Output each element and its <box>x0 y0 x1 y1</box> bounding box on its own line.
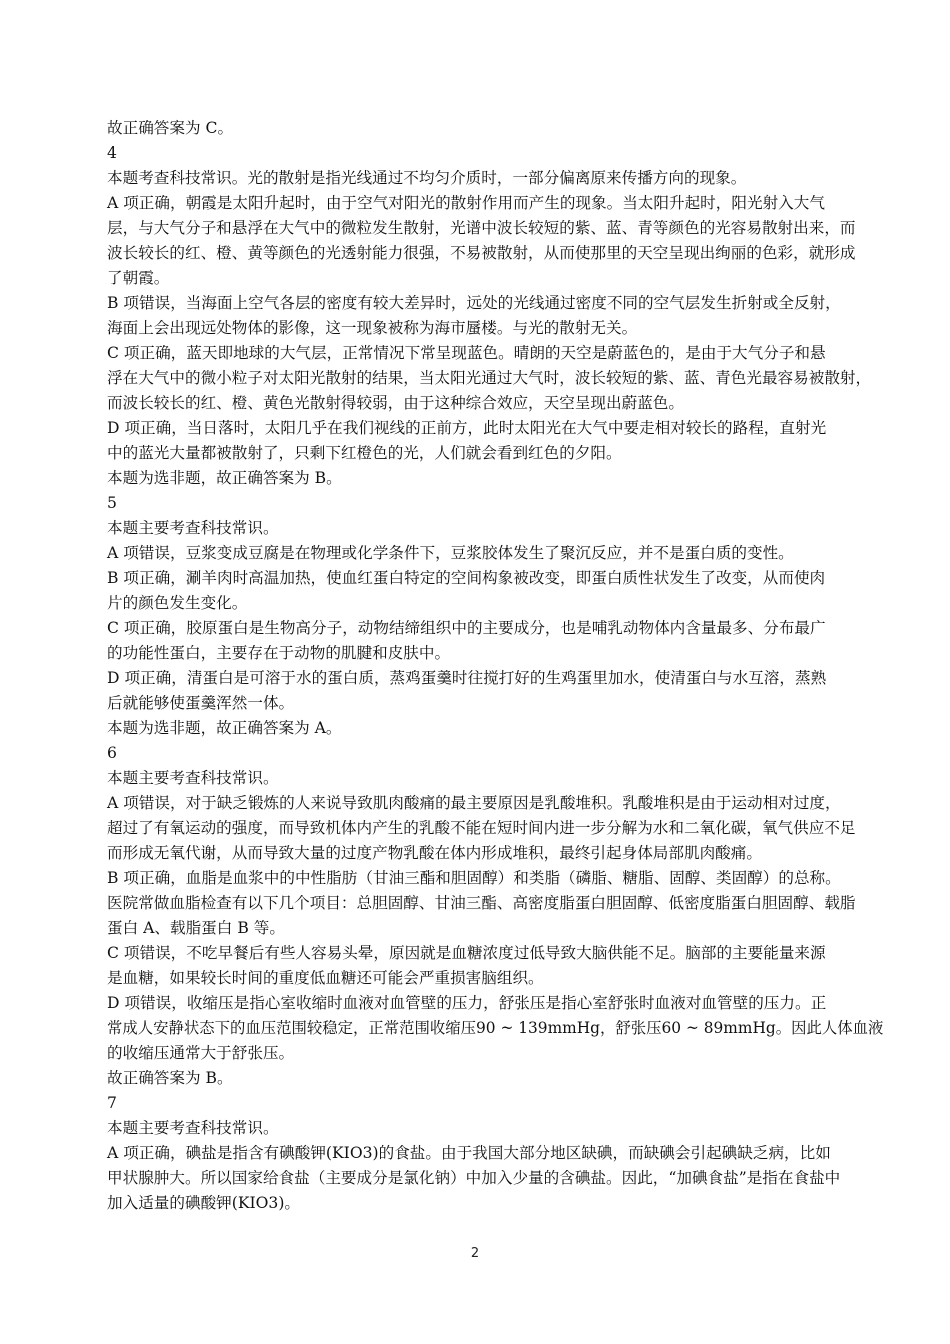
text-line: C 项正确，蓝天即地球的大气层，正常情况下常呈现蓝色。晴朗的天空是蔚蓝色的，是由于大气分子和悬 <box>107 344 826 362</box>
text-line: A 项正确，碘盐是指含有碘酸钾(KIO3)的食盐。由于我国大部分地区缺碘，而缺碘会引起碘缺乏病，比如 <box>107 1144 831 1162</box>
text-line: 中的蓝光大量都被散射了，只剩下红橙色的光，人们就会看到红色的夕阳。 <box>107 444 622 462</box>
text-line: 后就能够使蛋羹浑然一体。 <box>107 694 295 712</box>
text-line: 是血糖，如果较长时间的重度低血糖还可能会严重损害脑组织。 <box>107 969 544 987</box>
text-line: D 项错误，收缩压是指心室收缩时血液对血管壁的压力，舒张压是指心室舒张时血液对血管壁的压力。正 <box>107 994 827 1012</box>
text-line: 4 <box>107 144 117 162</box>
text-line: D 项正确，清蛋白是可溶于水的蛋白质，蒸鸡蛋羹时往搅打好的生鸡蛋里加水，使清蛋白与水互溶，蒸熟 <box>107 669 827 687</box>
text-line: 而形成无氧代谢，从而导致大量的过度产物乳酸在体内形成堆积，最终引起身体局部肌肉酸痛。 <box>107 844 762 862</box>
text-line: 本题为选非题，故正确答案为 A。 <box>107 719 342 737</box>
text-line: 故正确答案为 C。 <box>107 119 234 137</box>
text-line: 片的颜色发生变化。 <box>107 594 248 612</box>
text-line: 本题考查科技常识。光的散射是指光线通过不均匀介质时，一部分偏离原来传播方向的现象。 <box>107 169 747 187</box>
text-line: B 项正确，涮羊肉时高温加热，使血红蛋白特定的空间构象被改变，即蛋白质性状发生了改变，从而使肉 <box>107 569 826 587</box>
text-line: 医院常做血脂检查有以下几个项目：总胆固醇、甘油三酯、高密度脂蛋白胆固醇、低密度脂蛋白胆固醇、载脂 <box>107 894 856 912</box>
text-line: 超过了有氧运动的强度，而导致机体内产生的乳酸不能在短时间内进一步分解为水和二氧化碳，氧气供应不足 <box>107 819 856 837</box>
text-line: 本题主要考查科技常识。 <box>107 519 279 537</box>
text-line: A 项正确，朝霞是太阳升起时，由于空气对阳光的散射作用而产生的现象。当太阳升起时，阳光射入大气 <box>107 194 825 212</box>
text-line: 7 <box>107 1094 117 1112</box>
text-line: A 项错误，对于缺乏锻炼的人来说导致肌肉酸痛的最主要原因是乳酸堆积。乳酸堆积是由于运动相对过度， <box>107 794 841 812</box>
text-line: 本题主要考查科技常识。 <box>107 769 279 787</box>
text-line: 本题主要考查科技常识。 <box>107 1119 279 1137</box>
text-line: 6 <box>107 744 117 762</box>
answer-explanations <box>107 116 883 1216</box>
text-line: A 项错误，豆浆变成豆腐是在物理或化学条件下，豆浆胶体发生了聚沉反应，并不是蛋白质的变性。 <box>107 544 794 562</box>
text-line: 常成人安静状态下的血压范围较稳定，正常范围收缩压90 ~ 139mmHg，舒张压60 ~ 89mmHg。因此人体血液 <box>107 1019 884 1037</box>
text-line: 而波长较长的红、橙、黄色光散射得较弱，由于这种综合效应，天空呈现出蔚蓝色。 <box>107 394 684 412</box>
text-line: 的功能性蛋白，主要存在于动物的肌腱和皮肤中。 <box>107 644 451 662</box>
text-line: B 项错误，当海面上空气各层的密度有较大差异时，远处的光线通过密度不同的空气层发生折射或全反射， <box>107 294 841 312</box>
text-line: C 项错误，不吃早餐后有些人容易头晕，原因就是血糖浓度过低导致大脑供能不足。脑部的主要能量来源 <box>107 944 826 962</box>
text-line: 了朝霞。 <box>107 269 170 287</box>
text-line: 层，与大气分子和悬浮在大气中的微粒发生散射，光谱中波长较短的紫、蓝、青等颜色的光容易散射出来，而 <box>107 219 856 237</box>
text-line: B 项正确，血脂是血浆中的中性脂肪（甘油三酯和胆固醇）和类脂（磷脂、糖脂、固醇、类固醇）的总称。 <box>107 869 841 887</box>
text-line: 本题为选非题，故正确答案为 B。 <box>107 469 342 487</box>
text-line: 波长较长的红、橙、黄等颜色的光透射能力很强，不易被散射，从而使那里的天空呈现出绚丽的色彩，就形成 <box>107 244 856 262</box>
text-line: C 项正确，胶原蛋白是生物高分子，动物结缔组织中的主要成分，也是哺乳动物体内含量最多、分布最广 <box>107 619 826 637</box>
text-line: 甲状腺肿大。所以国家给食盐（主要成分是氯化钠）中加入少量的含碘盐。因此，“加碘食盐”是指在食盐中 <box>107 1169 841 1187</box>
text-line: 浮在大气中的微小粒子对太阳光散射的结果，当太阳光通过大气时，波长较短的紫、蓝、青色光最容易被散射， <box>107 369 872 387</box>
text-line: 的收缩压通常大于舒张压。 <box>107 1044 295 1062</box>
text-line: 故正确答案为 B。 <box>107 1069 233 1087</box>
text-line: 5 <box>107 494 117 512</box>
text-line: 海面上会出现远处物体的影像，这一现象被称为海市蜃楼。与光的散射无关。 <box>107 319 638 337</box>
text-line: 加入适量的碘酸钾(KIO3)。 <box>107 1194 301 1212</box>
page-number: 2 <box>470 1246 480 1261</box>
text-line: 蛋白 A、载脂蛋白 B 等。 <box>107 919 285 937</box>
text-line: D 项正确，当日落时，太阳几乎在我们视线的正前方，此时太阳光在大气中要走相对较长的路程，直射光 <box>107 419 827 437</box>
